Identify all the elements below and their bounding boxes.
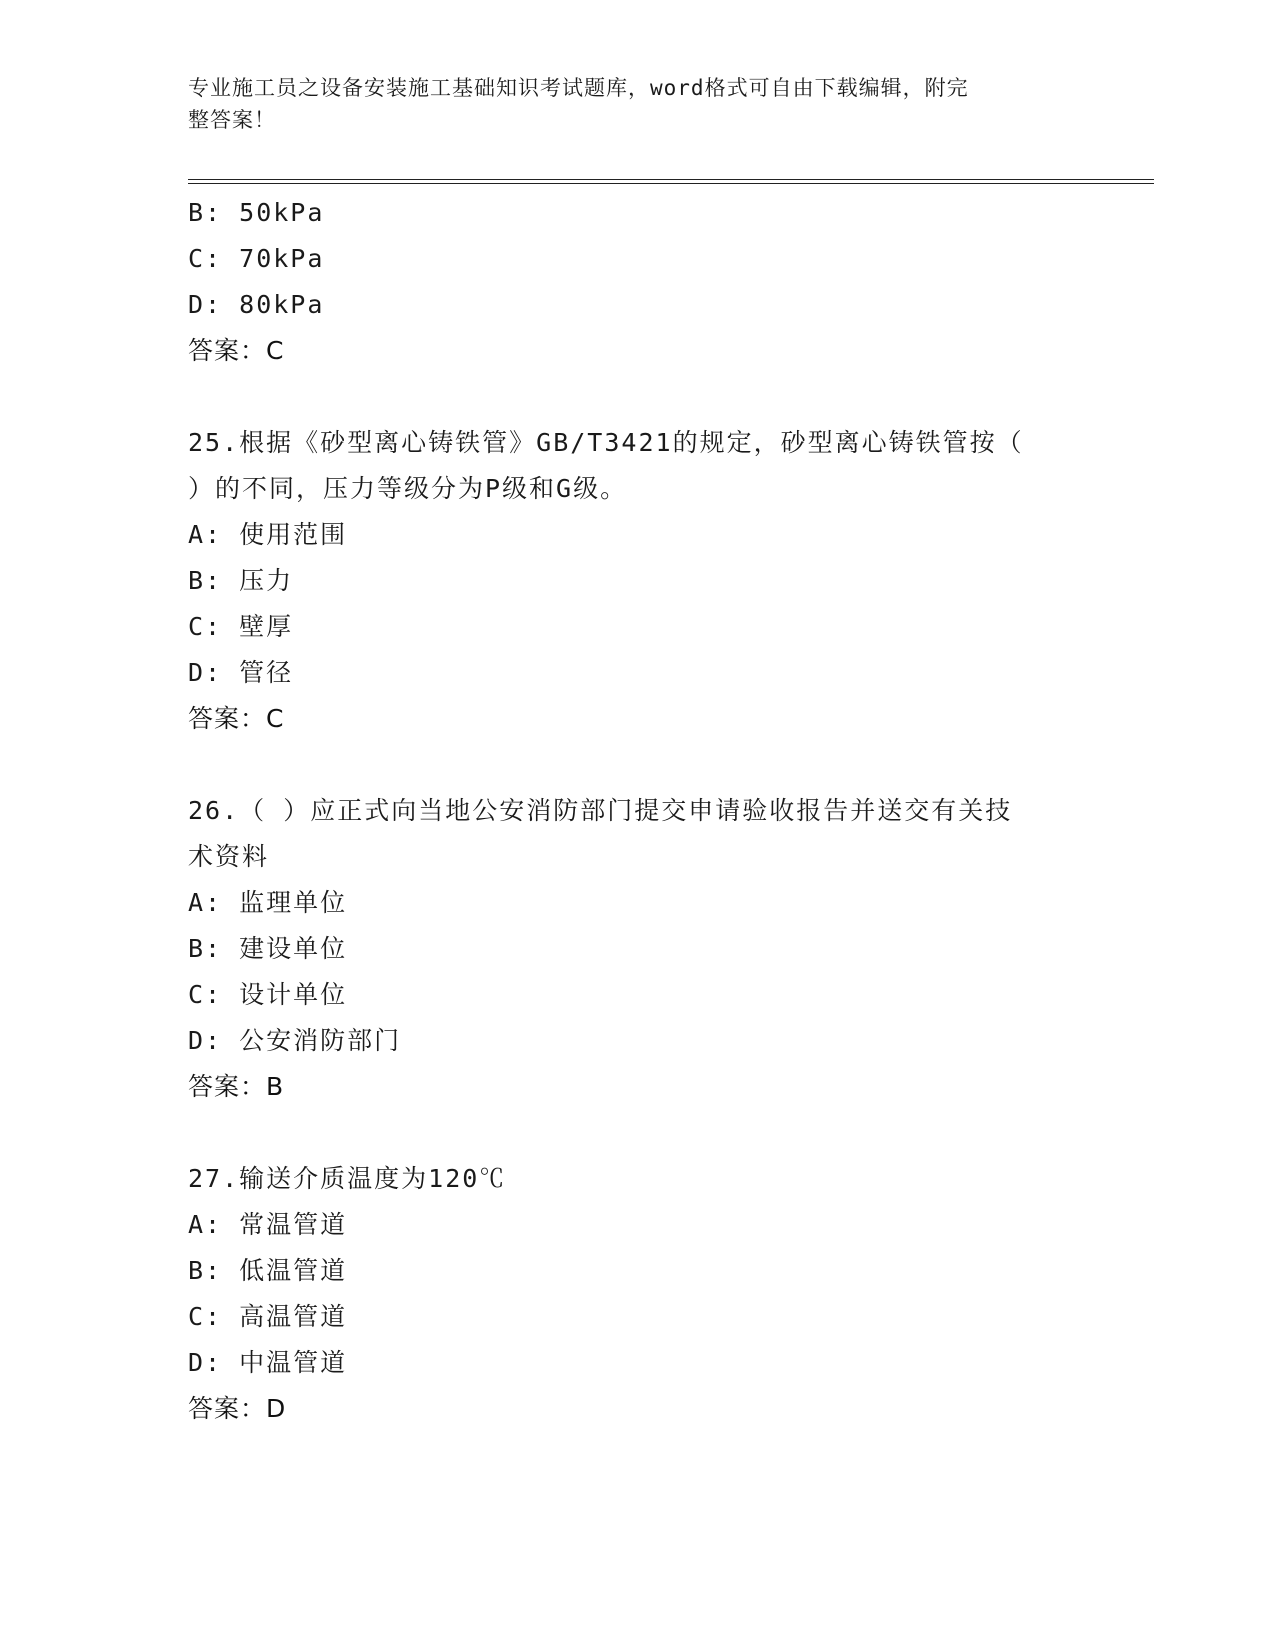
- option-c: C: 设计单位: [188, 980, 348, 1009]
- option-d: D: 管径: [188, 658, 294, 687]
- header-divider-top: [188, 179, 1154, 180]
- header-line-2: 整答案！: [188, 108, 276, 132]
- option-c: C: 壁厚: [188, 612, 294, 641]
- question-stem: 术资料: [188, 842, 270, 871]
- answer-label: 答案：D: [188, 1394, 287, 1423]
- spacer: [188, 1110, 1088, 1156]
- option-b: B: 50kPa: [188, 198, 325, 227]
- header-divider-bottom: [188, 183, 1154, 184]
- question-25: [188, 420, 1088, 742]
- spacer: [188, 374, 1088, 420]
- answer-label: 答案：C: [188, 704, 285, 733]
- option-b: B: 低温管道: [188, 1256, 348, 1285]
- option-d: D: 中温管道: [188, 1348, 348, 1377]
- question-stem: ）的不同，压力等级分为P级和G级。: [188, 474, 628, 503]
- question-list: [188, 190, 1088, 1432]
- question-27: [188, 1156, 1088, 1432]
- header-line-1: 专业施工员之设备安装施工基础知识考试题库，word格式可自由下载编辑，附完: [188, 76, 969, 100]
- option-a: A: 使用范围: [188, 520, 348, 549]
- option-b: B: 建设单位: [188, 934, 348, 963]
- option-c: C: 70kPa: [188, 244, 325, 273]
- option-c: C: 高温管道: [188, 1302, 348, 1331]
- answer-label: 答案：B: [188, 1072, 285, 1101]
- answer-label: 答案：C: [188, 336, 285, 365]
- question-26: [188, 788, 1088, 1110]
- question-stem: 27.输送介质温度为120℃: [188, 1164, 507, 1193]
- question-24-continued: [188, 190, 1088, 374]
- option-b: B: 压力: [188, 566, 294, 595]
- option-d: D: 公安消防部门: [188, 1026, 402, 1055]
- question-stem: 25.根据《砂型离心铸铁管》GB/T3421的规定，砂型离心铸铁管按（: [188, 428, 1024, 457]
- option-a: A: 监理单位: [188, 888, 348, 917]
- document-header: [188, 72, 1088, 136]
- spacer: [188, 742, 1088, 788]
- question-stem: 26.（ ）应正式向当地公安消防部门提交申请验收报告并送交有关技: [188, 796, 1013, 825]
- option-d: D: 80kPa: [188, 290, 325, 319]
- option-a: A: 常温管道: [188, 1210, 348, 1239]
